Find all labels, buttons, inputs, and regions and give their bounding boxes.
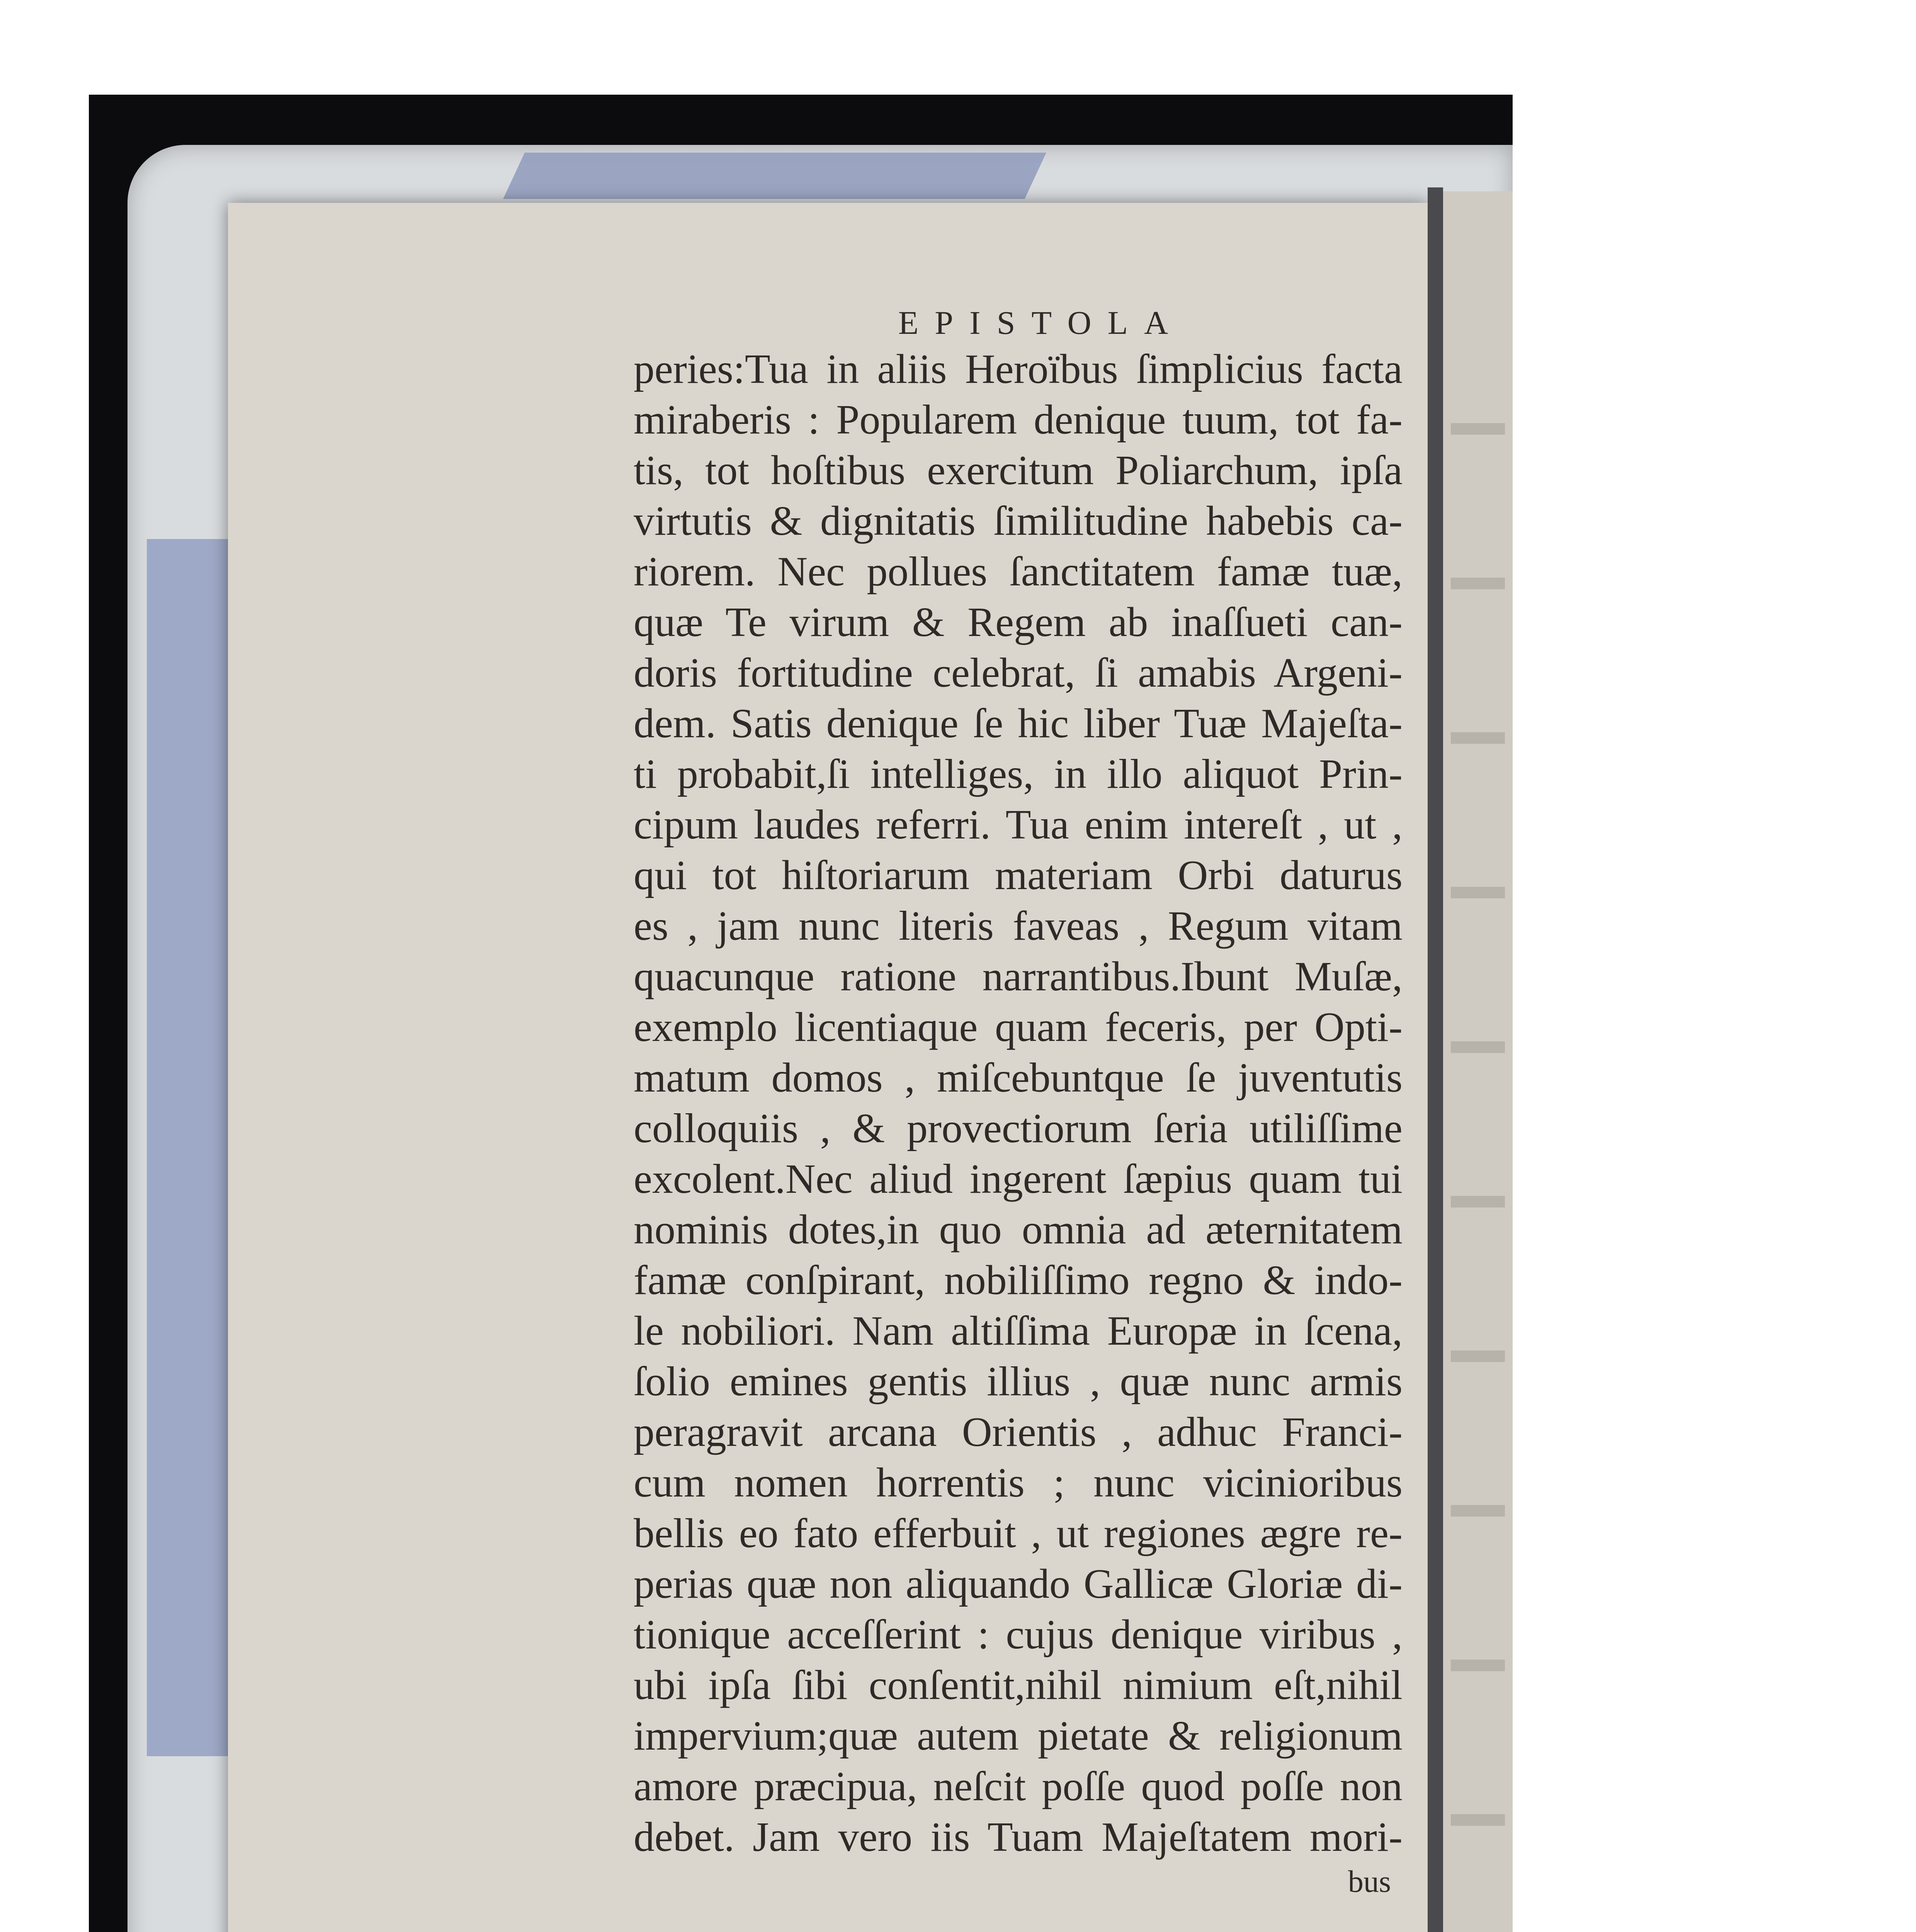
text-line: qui tot hiſtoriarum materiam Orbi daturus bbox=[634, 852, 1403, 898]
facing-page-text-fragment bbox=[1451, 423, 1505, 435]
text-line: miraberis : Popularem denique tuum, tot fa- bbox=[634, 397, 1403, 443]
facing-page-text-fragment bbox=[1451, 732, 1505, 744]
blue-tape-top bbox=[503, 153, 1046, 199]
facing-page-text-fragment bbox=[1451, 1196, 1505, 1208]
text-line: virtutis & dignitatis ſimilitudine habebis ca- bbox=[634, 498, 1403, 544]
text-line: excolent.Nec aliud ingerent ſæpius quam tui bbox=[634, 1156, 1403, 1202]
text-line: cum nomen horrentis ; nunc vicinioribus bbox=[634, 1460, 1403, 1506]
text-line: tionique acceſſerint : cujus denique viribus , bbox=[634, 1612, 1403, 1658]
text-line: riorem. Nec pollues ſanctitatem famæ tuæ, bbox=[634, 549, 1403, 595]
text-line: es , jam nunc literis faveas , Regum vitam bbox=[634, 903, 1403, 949]
text-line: dem. Satis denique ſe hic liber Tuæ Majeſta- bbox=[634, 701, 1403, 747]
running-head: EPISTOLA bbox=[898, 304, 1185, 341]
text-line: ſolio emines gentis illius , quæ nunc armis bbox=[634, 1359, 1403, 1405]
text-line: bellis eo fato efferbuit , ut regiones ægre re- bbox=[634, 1510, 1403, 1556]
text-line: peries:Tua in aliis Heroïbus ſimplicius facta bbox=[634, 346, 1403, 392]
text-line: ti probabit,ſi intelliges, in illo aliquot Prin- bbox=[634, 751, 1403, 797]
text-line: famæ conſpirant, nobiliſſimo regno & indo- bbox=[634, 1257, 1403, 1303]
facing-page-text-fragment bbox=[1451, 1041, 1505, 1053]
text-line: doris fortitudine celebrat, ſi amabis Argeni- bbox=[634, 650, 1403, 696]
catchword: bus bbox=[1348, 1865, 1391, 1899]
facing-page-edge bbox=[1443, 191, 1513, 1932]
text-line: quæ Te virum & Regem ab inaſſueti can- bbox=[634, 599, 1403, 645]
facing-page-text-fragment bbox=[1451, 578, 1505, 589]
text-line: le nobiliori. Nam altiſſima Europæ in ſcena, bbox=[634, 1308, 1403, 1354]
text-line: perias quæ non aliquando Gallicæ Gloriæ di- bbox=[634, 1561, 1403, 1607]
text-line: quacunque ratione narrantibus.Ibunt Muſæ, bbox=[634, 954, 1403, 1000]
text-line: impervium;quæ autem pietate & religionum bbox=[634, 1713, 1403, 1759]
facing-page-text-fragment bbox=[1451, 1350, 1505, 1362]
facing-page-text-fragment bbox=[1451, 1505, 1505, 1517]
text-line: matum domos , miſcebuntque ſe juventutis bbox=[634, 1055, 1403, 1101]
text-line: exemplo licentiaque quam feceris, per Opti- bbox=[634, 1004, 1403, 1050]
text-line: colloquiis , & provectiorum ſeria utiliſſime bbox=[634, 1105, 1403, 1151]
text-line: ubi ipſa ſibi conſentit,nihil nimium eſt,nihil bbox=[634, 1662, 1403, 1708]
facing-page-text-fragment bbox=[1451, 1660, 1505, 1671]
facing-page-text-fragment bbox=[1451, 1814, 1505, 1826]
text-line: nominis dotes,in quo omnia ad æternitatem bbox=[634, 1207, 1403, 1253]
text-line: tis, tot hoſtibus exercitum Poliarchum, ipſa bbox=[634, 447, 1403, 493]
page-gutter bbox=[1428, 187, 1443, 1932]
text-line: cipum laudes referri. Tua enim intereſt , ut , bbox=[634, 802, 1403, 848]
text-line: peragravit arcana Orientis , adhuc Franci- bbox=[634, 1409, 1403, 1455]
text-line: debet. Jam vero iis Tuam Majeſtatem mori- bbox=[634, 1814, 1403, 1860]
facing-page-text-fragment bbox=[1451, 887, 1505, 898]
page-text-block bbox=[634, 301, 1403, 1901]
text-line: amore præcipua, neſcit poſſe quod poſſe non bbox=[634, 1764, 1403, 1810]
